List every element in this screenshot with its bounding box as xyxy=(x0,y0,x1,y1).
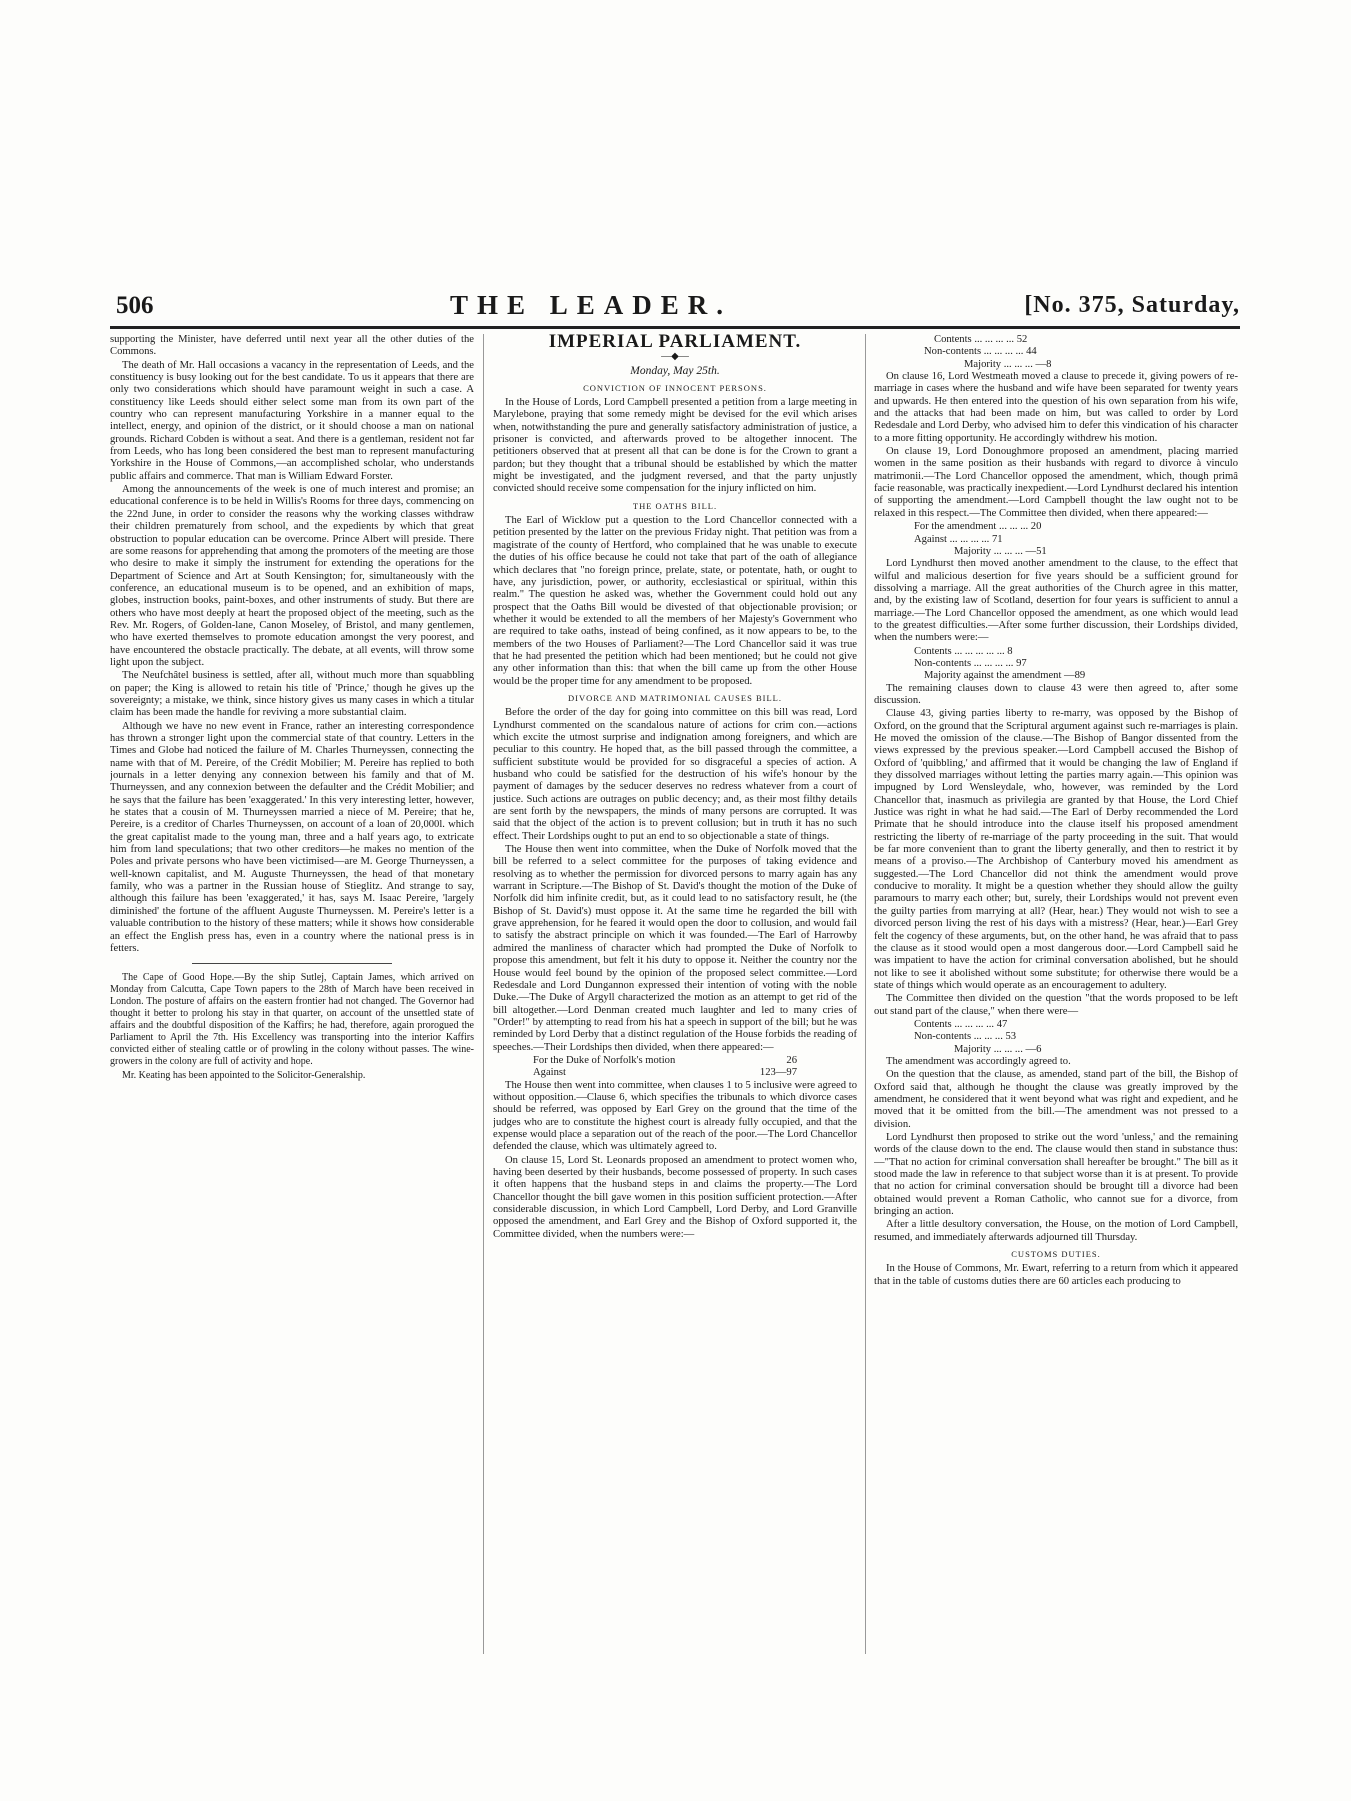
paragraph: The House then went into committee, when clauses 1 to 5 inclusive were agreed to without opposition.—Clause 6, which specifies the tribunals to which divorce cases should be referred, was opposed by Earl Grey on the ground that the time of the judges who are to constitute the highest court is already fully occupied, and that the expense would place a separation out of the reach of the poor.—The Lord Chancellor defended the clause, which was ultimately agreed to. xyxy=(493,1079,857,1153)
page-header xyxy=(110,290,1240,326)
paragraph: Among the announcements of the week is one of much interest and promise; an educational conference is to be held in Willis's Rooms for three days, commencing on the 22nd June, in order to consider the reasons why the working classes withdraw their children prematurely from school, and the expedients by which that great obstruction to popular education can be overcome. Prince Albert will preside. There are some reasons for apprehending that among the promoters of the meeting are those who desire to make it simply the instrument for extending the operations for the Department of Science and Art at South Kensington; for, simultaneously with the conference, an educational museum is to be opened, and an exhibition of maps, globes, instruction books, paint-boxes, and other instruments of study. But there are others who have most deeply at heart the proposed object of the meeting, such as the Rev. Mr. Rogers, of Golden-lane, Canon Moseley, of Bristol, and many gentlemen, who have exerted themselves to promote education amongst the very poorest, and have encountered the obstacle practically. The debate, at all events, will throw some light upon the subject. xyxy=(110,484,474,668)
paragraph: On clause 15, Lord St. Leonards proposed an amendment to protect women who, having been deserted by their husbands, become possessed of property. In such cases it often happens that the husband steps in and claims the property.—The Lord Chancellor thought the bill gave women in this position sufficient protection.—After considerable discussion, in which Lord Campbell, Lord Derby, and Lord Granville opposed the amendment, and Earl Grey and the Bishop of Oxford supported it, the Committee divided, when the numbers were:— xyxy=(493,1154,857,1240)
paragraph: Although we have no new event in France, rather an interesting correspondence has thrown a stronger light upon the commercial state of that country. Letters in the Times and Globe had noticed the failure of M. Charles Thurneyssen, connecting the name with that of M. Pereire, of the Crédit Mobilier; M. Pereire has replied to both journals in a letter denying any connexion between his family and that of M. Thurneyssen, and any connexion between the defaulter and the Crédit Mobilier; and he says that the failure has been 'exaggerated.' In this very interesting letter, however, he states that a cousin of M. Thurneyssen married a niece of M. Pereire; that he, Pereire, is a creditor of Charles Thurneyssen, on account of a loan of 20,000l. which the great capitalist made to the young man, three and a half years ago, to extricate him from land speculations; that two other creditors—he makes no mention of the Poles and private persons who have been victimised—are M. George Thurneyssen, a well-known capitalist, and M. Auguste Thurneyssen, the head of that monetary family, who was a partner in the Russian house of Stieglitz. And strange to say, although this failure has been 'exaggerated,' it has, says M. Isaac Pereire, 'largely diminished' the fortune of the affluent Auguste Thurneyssen. M. Pereire's letter is a valuable contribution to the history of these matters; while it shows how considerable an effect the English press has, even in a country where the national press is in fetters. xyxy=(110,720,474,954)
paragraph: In the House of Lords, Lord Campbell presented a petition from a large meeting in Marylebone, praying that some remedy might be devised for the evil which arises when, notwithstanding the pure and generally satisfactory administration of justice, a prisoner is convicted, and afterwards proved to be altogether innocent. The petitioners observed that at present all that can be done is for the Crown to grant a pardon; but they thought that a tribunal should be established by which the matter might be investigated, and the judgment reversed, and that the party unjustly convicted should receive some compensation for the injury inflicted on him. xyxy=(493,397,857,495)
vote-line: Majority ... ... ... —51 xyxy=(954,545,1047,557)
paragraph: Clause 43, giving parties liberty to re-marry, was opposed by the Bishop of Oxford, on the ground that the Scriptural argument against such re-marriages is plain. He moved the omission of the clause.—The Bishop of Bangor dissented from the views expressed by the previous speaker.—Lord Campbell accused the Bishop of Oxford of 'quibbling,' and affirmed that it would be changing the law of England if they dissolved marriages without letting the parties marry again.—This opinion was impugned by Lord Wensleydale, who, however, was reminded by the Lord Chancellor that, inasmuch as privilegia are granted by that House, the Lord Chief Justice was right in what he had said.—The Earl of Derby recommended the Lord Primate that he should introduce into the clause itself his proposed amendment restricting the liberty of re-marriage of the party proceeding in the suit. That would be far more convenient than to grant the liberty generally, and then to restrict it by means of a proviso.—The Archbishop of Canterbury moved his amendment as suggested.—The Lord Chancellor did not think the amendment would prove conducive to morality. It might be a question whether they should allow the guilty paramours to marry each other; but, surely, their Lordships would not prevent even the guilty parties from marrying at all? (Hear, hear.) They would not wish to see a divorced person living the rest of his days with a mistress? (Hear, hear.)—Earl Grey felt the cogency of these arguments, but, on the other hand, he was afraid that to pass the clause as it stood would open a most dangerous door.—Lord Campbell said he was impatient to have the action for criminal conversation abolished, but he should not like to see it abolished without some substitute; for otherwise there would be a state of things which would operate as an encouragement to adultery. xyxy=(874,708,1238,991)
vote-line: Majority ... ... ... —8 xyxy=(964,358,1052,370)
vote-line: Non-contents ... ... ... ... 97 xyxy=(914,657,1027,669)
paragraph: Mr. Keating has been appointed to the Solicitor-Generalship. xyxy=(122,1070,366,1082)
issue-label: [No. 375, Saturday, xyxy=(1024,292,1240,318)
paragraph: supporting the Minister, have deferred until next year all the other duties of the Commons. xyxy=(110,334,474,358)
vote-line: Contents ... ... ... ... ... 8 xyxy=(914,645,1013,657)
subheading: THE OATHS BILL. xyxy=(632,500,718,511)
newspaper-page xyxy=(110,290,1240,1670)
paragraph: Before the order of the day for going into committee on this bill was read, Lord Lyndhurst commented on the scandalous nature of actions for crim con.—actions which excite the utmost surprise and indignation among foreigners, and which are peculiar to this country. He hoped that, as the bill passed through the committee, a sufficient substitute would be provided for so disgraceful a species of action. A husband who could be satisfied for the destruction of his wife's honour by the payment of damages by the seducer deserves no redress whatever from a court of justice. Such actions are outrages on public decency; and, as their most filthy details are sent forth by the newspapers, the minds of many persons are corrupted. It was said that the object of the action is to prevent collusion; but in truth it has no such effect. Their Lordships ought to put an end to so objectionable a state of things. xyxy=(493,707,857,842)
header-rule xyxy=(110,326,1240,329)
division-value: 26 xyxy=(786,1054,797,1066)
column-3 xyxy=(874,334,1238,1664)
section-rule xyxy=(192,963,392,964)
column-1 xyxy=(110,334,474,1664)
vote-line: Non-contents ... ... ... ... 44 xyxy=(924,346,1037,358)
paragraph: The House then went into committee, when the Duke of Norfolk moved that the bill be referred to a select committee for the purposes of taking evidence and resolving as to whether the permission for divorced persons to marry again has any warrant in Scripture.—The Bishop of St. David's thought the motion of the Duke of Norfolk did him infinite credit, but, as it could lead to no satisfactory result, he (the Bishop of St. David's) must oppose it. At the same time he regarded the bill with grave apprehension, for he feared it would open the door to collusion, and would fail to satisfy the abstract principle on which it was founded.—The Earl of Harrowby admired the manliness of character which had prompted the Duke of Norfolk to propose this amendment, but felt it his duty to oppose it. Neither the country nor the House would feel bound by the opinion of the proposed select committee.—Lord Redesdale and Lord Dungannon expressed their intention of voting with the noble Duke.—The Duke of Argyll characterized the motion as an attempt to get rid of the bill altogether.—Lord Denman created much laughter and led to many cries of "Order!" by attempting to read from his hat a speech in support of the bill; but he was reminded by Lord Derby that a distinct regulation of the House forbids the reading of speeches.—Their Lordships then divided, when there appeared:— xyxy=(493,844,857,1053)
paragraph: On the question that the clause, as amended, stand part of the bill, the Bishop of Oxford said that, although he thought the clause was greatly improved by the amendment, he considered that it went beyond what was right and expedient, and he moved that it be omitted from the bill.—The amendment was not pressed to a division. xyxy=(874,1069,1238,1130)
division-row xyxy=(493,1067,857,1079)
subheading: DIVORCE AND MATRIMONIAL CAUSES BILL. xyxy=(568,692,782,703)
paragraph: In the House of Commons, Mr. Ewart, referring to a return from which it appeared that in the table of customs duties there are 60 articles each producing to xyxy=(874,1263,1238,1287)
ornament: —◆— xyxy=(661,351,689,363)
paragraph: The amendment was accordingly agreed to. xyxy=(886,1055,1071,1067)
vote-line: For the amendment ... ... ... 20 xyxy=(914,521,1042,533)
column-2 xyxy=(493,334,857,1664)
paragraph: After a little desultory conversation, the House, on the motion of Lord Campbell, resumed, and immediately afterwards adjourned till Thursday. xyxy=(874,1219,1238,1243)
vote-line: Contents ... ... ... ... 52 xyxy=(934,334,1028,345)
subheading: CUSTOMS DUTIES. xyxy=(1011,1249,1101,1260)
dateline: Monday, May 25th. xyxy=(630,365,720,378)
paragraph: The death of Mr. Hall occasions a vacancy in the representation of Leeds, and the constituency is busy looking out for the best candidate. To us it appears that there are only two considerations which should have paramount weight in such a case. A constituency like Leeds should either select some man from its own part of the country who can represent manufacturing Yorkshire in a manner equal to the intellect, energy, and opinion of the district, or it should choose a man on national grounds. Richard Cobden is without a seat. And there is a gentleman, resident not far from Leeds, who has long been considered the best man to represent manufacturing Yorkshire in the House of Commons,—an accomplished scholar, who understands public affairs and commerce. That man is William Edward Forster. xyxy=(110,359,474,482)
vote-line: Majority against the amendment —89 xyxy=(924,670,1086,682)
section-title: IMPERIAL PARLIAMENT. xyxy=(548,334,802,352)
page-number: 506 xyxy=(116,292,154,319)
paragraph: The Cape of Good Hope.—By the ship Sutlej, Captain James, which arrived on Monday from Calcutta, Cape Town papers to the 28th of March have been received in London. The posture of affairs on the eastern frontier had not changed. The Governor had thought it better to prolong his stay in that quarter, on account of the unsettled state of affairs and the doubtful disposition of the Kaffirs; he had, therefore, again prorogued the Parliament to April the 7th. His Excellency was transporting into the interior Kaffirs convicted either of stealing cattle or of prowling in the colony without passes. The wine-growers in the colony are full of activity and hope. xyxy=(110,972,474,1068)
paragraph: The remaining clauses down to clause 43 were then agreed to, after some discussion. xyxy=(874,682,1238,706)
column-divider xyxy=(865,334,866,1654)
paragraph: Lord Lyndhurst then moved another amendment to the clause, to the effect that wilful and malicious desertion for five years should be a sufficient ground for dissolving a marriage. All the great authorities of the Church agree in this matter, and, by the existing law of Scotland, desertion for four years is sufficient to annul a marriage.—The Lord Chancellor opposed the amendment, as one which would lead to the greatest difficulties.—After some further discussion, their Lordships divided, when the numbers were:— xyxy=(874,558,1238,644)
paragraph: The Earl of Wicklow put a question to the Lord Chancellor connected with a petition presented by the latter on the previous Friday night. That petition was from a magistrate of the county of Hertford, who complained that he was unable to execute the duties of his office because he could not take that part of the oath of allegiance which declares that "no foreign prince, prelate, state, or potentate, hath, or ought to have, any jurisdiction, power, or authority, ecclesiastical or spiritual, within this realm." The question he asked was, whether the Government could hold out any prospect that the Oaths Bill would be divested of that objectionable provision; or whether it would be extended to all the members of her Majesty's Government who are required to take oaths, instead of being confined, as it now appears to be, to the members of the two Houses of Parliament?—The Lord Chancellor said it was true that he had presented the petition which had been mentioned; but he could not give any other information than this: that when the bill came up from the other House would be the proper time for any amendment to be proposed. xyxy=(493,515,857,687)
division-label: Against xyxy=(533,1067,566,1079)
vote-line: Against ... ... ... ... 71 xyxy=(914,533,1003,545)
subheading: CONVICTION OF INNOCENT PERSONS. xyxy=(583,382,767,393)
vote-line: Non-contents ... ... ... 53 xyxy=(914,1031,1017,1043)
division-label: For the Duke of Norfolk's motion xyxy=(533,1054,676,1066)
news-items xyxy=(110,972,474,1082)
masthead-title: THE LEADER. xyxy=(450,290,733,320)
vote-line: Contents ... ... ... ... 47 xyxy=(914,1018,1008,1030)
paragraph: The Committee then divided on the question "that the words proposed to be left out stand part of the clause," when there were— xyxy=(874,993,1238,1017)
paragraph: The Neufchâtel business is settled, after all, without much more than squabbling on paper; the King is allowed to retain his title of 'Prince,' though he gives up the sovereignty; a mistake, we think, since history gives us many cases in which a titular claim has been made the handle for reviving a more substantial claim. xyxy=(110,670,474,719)
division-row xyxy=(493,1055,857,1067)
paragraph: Lord Lyndhurst then proposed to strike out the word 'unless,' and the remaining words of the clause down to the end. The clause would then stand in substance thus:—"That no action for criminal conversation shall hereafter be brought." The bill as it stood made the law in reference to that subject worse than it is at present. To provide that no action for criminal conversation should be brought till a divorce had been obtained would prevent a Roman Catholic, who cannot sue for a divorce, from bringing an action. xyxy=(874,1132,1238,1218)
column-divider xyxy=(483,334,484,1654)
paragraph: On clause 19, Lord Donoughmore proposed an amendment, placing married women in the same position as their husbands with regard to divorce à vinculo matrimonii.—The Lord Chancellor opposed the amendment, which, though primâ facie reasonable, was practically inexpedient.—Lord Lyndhurst declared his intention of supporting the amendment.—Lord Campbell thought the law ought not to be relaxed in this respect.—The Committee then divided, when there appeared:— xyxy=(874,446,1238,519)
paragraph: On clause 16, Lord Westmeath moved a clause to precede it, giving powers of re-marriage in cases where the husband and wife have been separated for twenty years and upwards. He then entered into the question of his own separation from his wife, and the attacks that had been made on him, but was called to order by Lord Redesdale and Lord Derby, who advised him to defer this vindication of his character to a more fitting opportunity. He accordingly withdrew his motion. xyxy=(874,371,1238,444)
division-value: 123—97 xyxy=(759,1067,797,1079)
vote-line: Majority ... ... ... —6 xyxy=(954,1043,1042,1055)
